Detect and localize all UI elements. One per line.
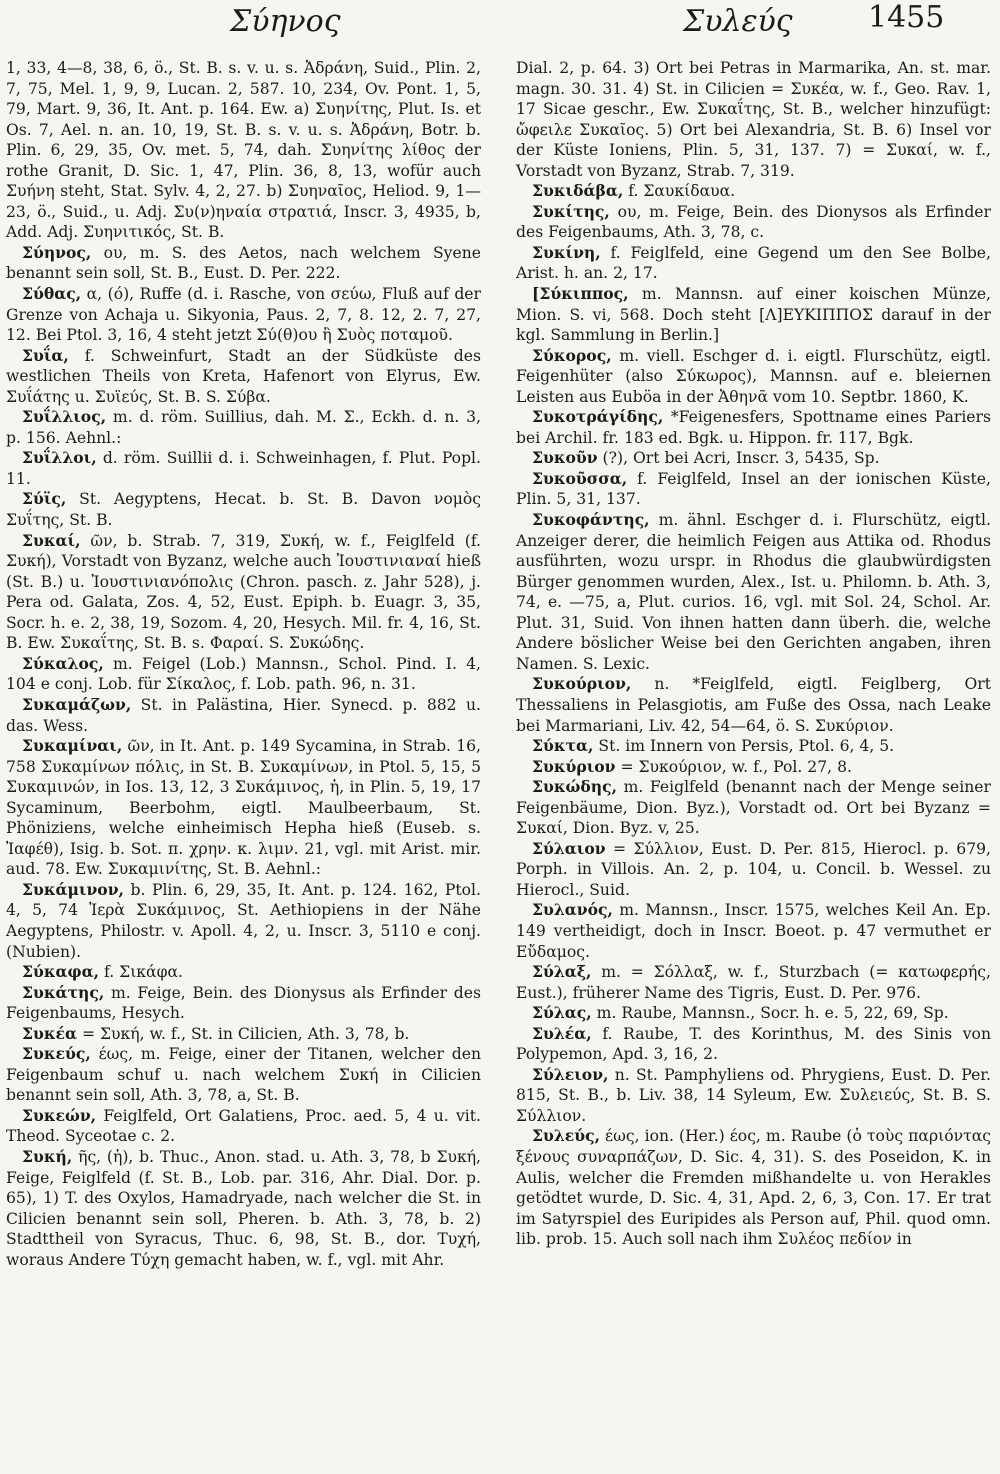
dictionary-entry [6,1044,481,1106]
entry-text: f. Raube, T. des Korinthus, M. des Sinis von Polypemon, Apd. 3, 16, 2. [516,1024,991,1064]
entry-text: f. Schweinfurt, Stadt an der Südküste des westlichen Theils von Kreta, Hafenort von Elyrus, Ew. Συΐάτης u. Συϊεύς, St. B. S. Σύβα. [6,346,481,406]
dictionary-entry [516,1024,991,1065]
entry-headword: Συκάτης, [22,982,105,1002]
entry-headword: Συΐλλοι, [22,448,97,468]
entry-headword: Σύηνος, [22,242,92,262]
entry-headword: [Σύκιππος, [532,284,629,304]
entry-text: St. im Innern von Persis, Ptol. 6, 4, 5. [593,737,895,756]
entry-text: n. *Feiglfeld, eigtl. Feiglberg, Ort Thessaliens in Pelasgiotis, am Fuße des Ossa, nach Leake bei Marmariani, Liv. 42, 54—64, ö. S. Συκύριον. [516,675,991,735]
dictionary-entry [516,900,991,962]
entry-text: b. Plin. 6, 29, 35, It. Ant. p. 124. 162, Ptol. 4, 5, 74 Ἱερὰ Συκάμινος, St. Aethiopiens in der Nähe Aegyptens, Philostr. v. Apoll. 4, 2, u. Inscr. 3, 5110 e conj. (Nubien). [6,880,481,961]
entry-headword: Συλεύς, [532,1126,601,1146]
entry-headword: Συκεύς, [22,1044,91,1064]
entry-text: m. Mannsn., Inscr. 1575, welches Keil An. Ep. 149 vertheidigt, doch in Inscr. Boeot. p. 47 vermuthet er Εὔδαμος. [516,901,991,961]
entry-text: St. Aegyptens, Hecat. b. St. B. Davon νομὸς Συΐτης, St. B. [6,490,481,530]
entry-headword: Σύλαιον [532,838,606,858]
entry-text: έως, ion. (Her.) έος, m. Raube (ὁ τοὺς παριόντας ξένους συναρπάζων, D. Sic. 4, 31). S. des Poseidon, K. in Aulis, welcher die Fremden mißhandelte u. von Herakles getödtet wurde, D. Sic. 4, 31, Apd. 2, 6, 3, Con. 17. Er trat im Satyrspiel des Euripides als Person auf, Phil. quod omn. lib. prob. 15. Auch soll nach ihm Συλέος πεδίον in [516,1127,991,1249]
entry-headword: Συΐα, [22,345,69,365]
entry-text: ῶν, in It. Ant. p. 149 Sycamina, in Strab. 16, 758 Συκαμίνων πόλις, in St. B. Συκαμίνων, in Ptol. 5, 15, 5 Συκαμινών, in Ios. 13, 12, 3 Συκάμινος, ἡ, in Plin. 5, 19, 17 Sycaminum, Beerbohm, eigtl. Maulbeerbaum, St. Phöniziens, welche einheimisch Hepha hieß (Euseb. s. Ἰαφέθ), Isig. b. Sot. π. χρην. κ. λιμν. 21, vgl. mit Arist. mir. aud. 78. Ew. Συκαμινίτης, St. B. Aehnl.: [6,737,481,879]
entry-headword: Συκύριον [532,756,616,776]
entry-text: *Feigenesfers, Spottname eines Pariers bei Archil. fr. 183 ed. Bgk. u. Hippon. fr. 117, Bgk. [516,408,991,447]
entry-headword: Συκή, [22,1146,73,1166]
entry-text: d. röm. Suillii d. i. Schweinhagen, f. Plut. Popl. 11. [6,449,481,488]
entry-headword: Σύκαλος, [22,653,104,673]
dictionary-entry [6,1106,481,1147]
entry-text: ου, m. Feige, Bein. des Dionysos als Erfinder des Feigenbaums, Ath. 3, 78, c. [516,202,991,242]
dictionary-entry [6,962,481,983]
entry-headword: Σύλαξ, [532,962,592,982]
left-column [6,58,481,1270]
dictionary-entry [516,962,991,1003]
dictionary-entry [6,58,481,243]
entry-headword: Σύλειον, [532,1064,609,1084]
dictionary-entry [516,777,991,839]
entry-text: (?), Ort bei Acri, Inscr. 3, 5435, Sp. [597,449,880,468]
entry-text: = Συκή, w. f., St. in Cilicien, Ath. 3, 78, b. [77,1024,410,1043]
entry-headword: Σύκτα, [532,736,594,756]
entry-headword: Σύκορος, [532,345,612,365]
entry-headword: Συλέα, [532,1023,592,1043]
entry-text: ῶν, b. Strab. 7, 319, Συκή, w. f., Feiglfeld (f. Συκή), Vorstadt von Byzanz, welche auch Ἰουστινιαναί hieß (St. B.) u. Ἰουστινιανόπολις (Chron. pasch. z. Jahr 528), j. Pera od. Galata, Zos. 4, 52, Eust. Epiph. b. Euagr. 3, 35, Socr. h. e. 2, 38, 19, Sozom. 4, 20, Hesych. Mil. fr. 4, 16, St. B. Ew. Συκαΐτης, St. B. s. Φαραί. S. Συκώδης. [6,531,481,653]
dictionary-entry [516,202,991,243]
dictionary-entry [516,469,991,510]
entry-headword: Συκέα [22,1023,78,1043]
entry-text: m. Feige, Bein. des Dionysus als Erfinder des Feigenbaums, Hesych. [6,983,481,1023]
dictionary-entry [516,839,991,901]
entry-text: έως, m. Feige, einer der Titanen, welcher den Feigenbaum schuf u. nach welchem Συκή in Cilicien benannt sein soll, Ath. 3, 78, a, St. B. [6,1045,481,1105]
entry-headword: Συκαμάζων, [22,694,132,714]
entry-headword: Συκαί, [22,530,81,550]
entry-text: ου, m. S. des Aetos, nach welchem Syene benannt sein soll, St. B., Eust. D. Per. 222. [6,243,481,283]
dictionary-entry [6,695,481,736]
entry-text: f. Σικάφα. [99,963,183,982]
dictionary-entry [516,181,991,202]
dictionary-entry [516,736,991,757]
dictionary-entry [6,983,481,1024]
entry-text: f. Feiglfeld, Insel an der ionischen Küste, Plin. 5, 31, 137. [516,469,991,509]
entry-headword: Συκίνη, [532,242,601,262]
entry-headword: Συκοῦσσα, [532,468,628,488]
entry-text: m. Feigel (Lob.) Mannsn., Schol. Pind. I. 4, 104 e conj. Lob. für Σίκαλος, f. Lob. path. 96, n. 31. [6,654,481,694]
entry-headword: Συΐλλιος, [22,407,107,427]
dictionary-entry [516,407,991,448]
dictionary-entry [516,346,991,408]
entry-headword: Συλανός, [532,900,613,920]
entry-text: = Σύλλιον, Eust. D. Per. 815, Hierocl. p. 679, Porph. in Villois. An. 2, p. 104, u. Concil. b. Wessel. zu Hierocl., Suid. [516,839,991,899]
running-head-right: Συλεύς [683,4,793,39]
right-column [516,58,991,1250]
entry-headword: Σύκαφα, [22,962,100,982]
dictionary-entry [6,654,481,695]
entry-headword: Συκιδάβα, [532,181,624,201]
running-head-left: Σύηνος [230,4,341,39]
dictionary-entry [6,346,481,408]
dictionary-entry [516,58,991,181]
entry-headword: Συκοῦν [532,448,598,468]
dictionary-entry [6,880,481,962]
entry-text: n. St. Pamphyliens od. Phrygiens, Eust. D. Per. 815, St. B., b. Liv. 38, 14 Syleum, Ew. Συλειεύς, St. B. S. Σύλλιον. [516,1065,991,1125]
entry-text: = Συκούριον, w. f., Pol. 27, 8. [615,757,852,776]
dictionary-entry [6,1147,481,1270]
entry-headword: Σύλας, [532,1003,592,1023]
dictionary-entry [516,757,991,778]
entry-text: f. Feiglfeld, eine Gegend um den See Bolbe, Arist. h. an. 2, 17. [516,243,991,283]
entry-text: α, (ό), Ruffe (d. i. Rasche, von σεύω, Fluß auf der Grenze von Achaja u. Sikyonia, Paus. 2, 7, 8. 12, 2. 7, 27, 12. Bei Ptol. 3, 16, 4 steht jetzt Σύ(θ)ου ἢ Συὸς ποταμοῦ. [6,285,481,345]
entry-text: m. viell. Eschger d. i. eigtl. Flurschütz, eigtl. Feigenhüter (also Σύκωρος), Mannsn. auf e. bleiernen Leisten aus Euböa in der Ἀθηνᾶ vom 10. Septbr. 1860, K. [516,346,991,406]
entry-headword: Σύϊς, [22,489,67,509]
dictionary-entry [516,510,991,674]
entry-text: m. Raube, Mannsn., Socr. h. e. 5, 22, 69, Sp. [591,1004,949,1023]
entry-text: Dial. 2, p. 64. 3) Ort bei Petras in Marmarika, An. st. mar. magn. 30. 31. 4) St. in Cilicien = Συκέα, w. f., Geo. Rav. 1, 17 Sicae geschr., Ew. Συκαΐτης, St. B., welcher hinzufügt: ὤφειλε Συκαῖος. 5) Ort bei Alexandria, St. B. 6) Insel vor der Küste Ioniens, Plin. 5, 31, 137. 7) = Συκαί, w. f., Vorstadt von Byzanz, Strab. 7, 319. [516,59,991,180]
dictionary-entry [516,243,991,284]
entry-headword: Συκαμίναι, [22,736,123,756]
entry-headword: Συκώδης, [532,777,618,797]
dictionary-entry [516,284,991,346]
entry-headword: Συκοφάντης, [532,510,650,530]
entry-text: m. d. röm. Suillius, dah. Μ. Σ., Eckh. d. n. 3, p. 156. Aehnl.: [6,408,481,447]
dictionary-entry [516,448,991,469]
entry-text: m. ähnl. Eschger d. i. Flurschütz, eigtl. Anzeiger derer, die heimlich Feigen aus Attika od. Rhodus ausführten, wozu urspr. in Rhodus die glaubwürdigsten Bürger genommen wurden, Alex., Ist. u. Philomn. b. Ath. 3, 74, e. —75, a, Plut. curios. 16, vgl. mit Sol. 24, Schol. Ar. Plut. 31, Suid. Von ihnen hatten dann überh. die, welche Andere böslicher Weise bei den Gerichten angaben, ihren Namen. S. Lexic. [516,511,991,673]
entry-headword: Συκίτης, [532,201,610,221]
entry-text: 1, 33, 4—8, 38, 6, ö., St. B. s. v. u. s. Ἀδράνη, Suid., Plin. 2, 7, 75, Mel. 1, 9, 9, Lucan. 2, 587. 10, 234, Ov. Pont. 1, 5, 79, Mart. 9, 36, It. Ant. p. 164. Ew. a) Συηνίτης, Plut. Is. et Os. 7, Ael. n. an. 10, 19, St. B. s. v. u. s. Ἀδράνη, Botr. b. Plin. 6, 29, 35, Ov. met. 5, 74, dah. Συηνίτης λίθος der rothe Granit, D. Sic. 1, 47, Plin. 36, 8, 13, wofür auch Συήνη steht, Stat. Sylv. 4, 2, 27. b) Συηναῖος, Heliod. 9, 1—23, ö., Suid., u. Adj. Συ(ν)ηναία στρατιά, Inscr. 3, 4935, b, Add. Adj. Συηνιτικός, St. B. [6,59,481,242]
entry-headword: Συκούριον, [532,674,632,694]
entry-headword: Συκεών, [22,1105,97,1125]
dictionary-entry [6,531,481,654]
dictionary-entry [6,736,481,880]
dictionary-entry [516,1003,991,1024]
dictionary-entry [6,407,481,448]
dictionary-entry [6,489,481,530]
entry-text: m. Mannsn. auf einer koischen Münze, Mion. S. vi, 568. Doch steht [Λ]ΕΥΚΙΠΠΟΣ darauf in der kgl. Sammlung in Berlin.] [516,285,991,345]
dictionary-entry [516,1065,991,1127]
dictionary-entry [6,448,481,489]
dictionary-entry [516,1126,991,1249]
entry-text: m. = Σόλλαξ, w. f., Sturzbach (= κατωφερής, Eust.), früherer Name des Tigris, Eust. D. Per. 976. [516,963,991,1002]
entry-text: m. Feiglfeld (benannt nach der Menge seiner Feigenbäume, Dion. Byz.), Vorstadt od. Ort bei Byzanz = Συκαί, Dion. Byz. v, 25. [516,778,991,838]
entry-text: ῆς, (ἡ), b. Thuc., Anon. stad. u. Ath. 3, 78, b Συκή, Feige, Feiglfeld (f. St. B., Lob. par. 316, Ahr. Dial. Dor. p. 65), 1) T. des Oxylos, Hamadryade, nach welcher die St. in Cilicien benannt sein soll, Pheren. b. Ath. 3, 78, b. 2) Stadttheil von Syracus, Thuc. 6, 98, St. B., dor. Τυχή, woraus Andere Τύχη gemacht haben, w. f., vgl. mit Ahr. [6,1147,481,1269]
page-number: 1455 [868,0,945,35]
entry-headword: Σύθας, [22,284,82,304]
entry-text: Feiglfeld, Ort Galatiens, Proc. aed. 5, 4 u. vit. Theod. Syceotae c. 2. [6,1106,481,1146]
entry-headword: Συκάμινον, [22,879,124,899]
dictionary-entry [516,674,991,736]
entry-headword: Συκοτράγίδης, [532,407,664,427]
entry-text: f. Σαυκίδαυα. [623,182,736,201]
dictionary-entry [6,1024,481,1045]
dictionary-entry [6,243,481,284]
entry-text: St. in Palästina, Hier. Synecd. p. 882 u. das. Wess. [6,695,481,735]
dictionary-entry [6,284,481,346]
